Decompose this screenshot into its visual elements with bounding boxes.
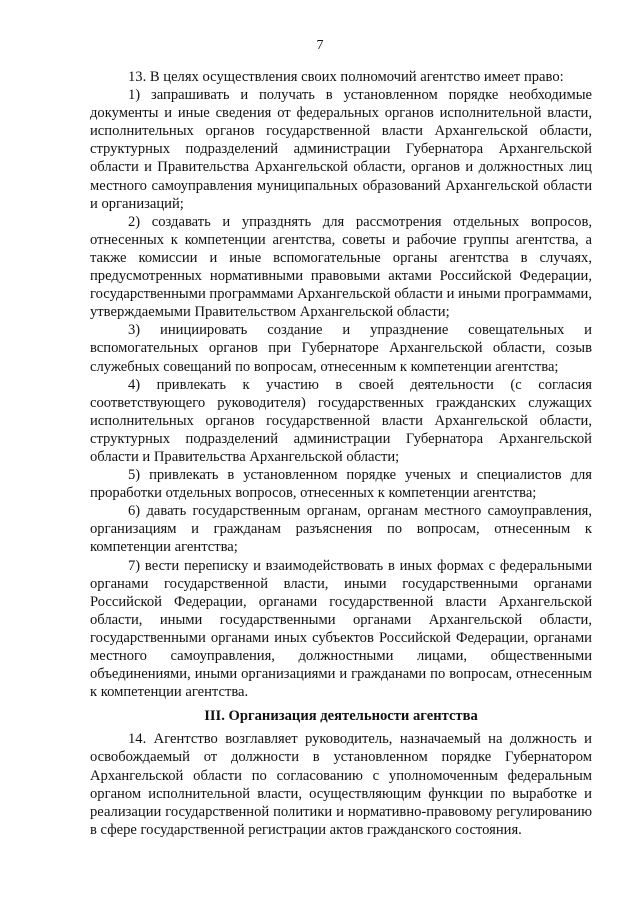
clause-13-item-3: 3) инициировать создание и упразднение совещательных и вспомогательных органов при Губернаторе Архангельской области, созыв служебных совещаний по вопросам, отнесенным к компетенции агентства; [90, 322, 592, 375]
section-heading: III. Организация деятельности агентства [204, 708, 478, 725]
document-body [90, 68, 592, 839]
clause-14: 14. Агентство возглавляет руководитель, назначаемый на должность и освобождаемый от должности в установленном порядке Губернатором Архангельской области по согласованию с уполномоченным федеральным органом исполнительной власти, осуществляющим функции по выработке и реализации государственной политики и нормативно-правовому регулированию в сфере государственной регистрации актов гражданского состояния. [90, 731, 592, 838]
clause-13-item-5: 5) привлекать в установленном порядке ученых и специалистов для проработки отдельных вопросов, отнесенных к компетенции агентства; [90, 467, 592, 502]
clause-13-item-2: 2) создавать и упразднять для рассмотрения отдельных вопросов, отнесенных к компетенции агентства, советы и рабочие группы агентства, а также комиссии и иные вспомогательные органы агентства в случаях, предусмотренных нормативными правовыми актами Российской Федерации, государственными программами Архангельской области и иными программами, утверждаемыми Правительством Архангельской области; [90, 213, 592, 321]
clause-13-item-1: 1) запрашивать и получать в установленном порядке необходимые документы и иные сведения от федеральных органов исполнительной власти, исполнительных органов государственной власти Архангельской области, структурных подразделений администрации Губернатора Архангельской области и Правительства Архангельской области, органов и должностных лиц местного самоуправления муниципальных образований Архангельской области и организаций; [90, 87, 592, 212]
page-number: 7 [316, 38, 324, 53]
clause-13-item-4: 4) привлекать к участию в своей деятельности (с согласия соответствующего руководителя) государственных гражданских служащих исполнительных органов государственной власти Архангельской области, структурных подразделений администрации Губернатора Архангельской области и Правительства Архангельской области; [90, 376, 592, 465]
clause-13-item-6: 6) давать государственным органам, органам местного самоуправления, организациям и гражданам разъяснения по вопросам, отнесенным к компетенции агентства; [90, 503, 592, 556]
clause-13-item-7: 7) вести переписку и взаимодействовать в иных формах с федеральными органами государственной власти, иными государственными органами Российской Федерации, органами государственной власти Архангельской области, иными государственными органами Архангельской области, государственными органами иных субъектов Российской Федерации, органами местного самоуправления, должностными лицами, общественными объединениями, иными организациями и гражданами по вопросам, отнесенным к компетенции агентства. [90, 557, 592, 701]
clause-13-intro: 13. В целях осуществления своих полномочий агентство имеет право: [128, 69, 564, 85]
